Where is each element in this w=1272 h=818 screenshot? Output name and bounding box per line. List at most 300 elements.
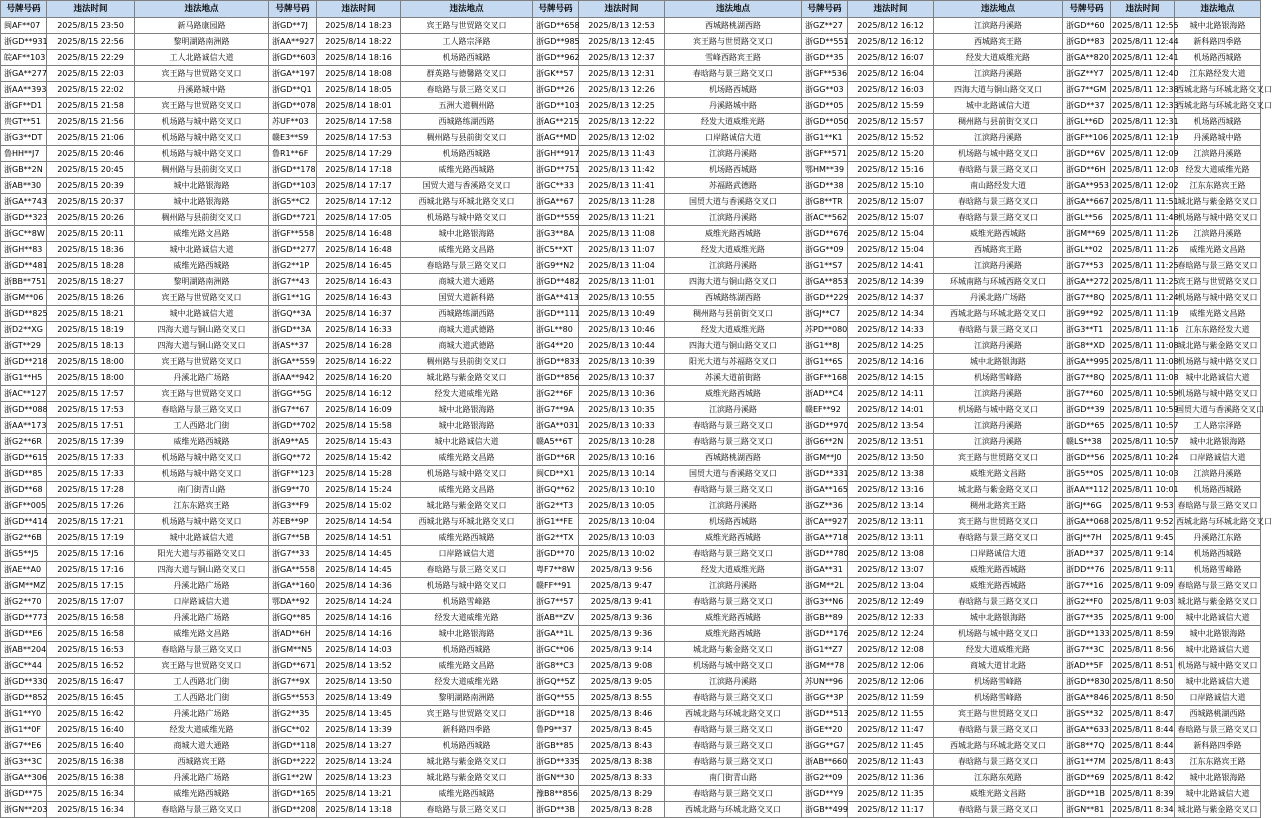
plate-number-cell: 浙GA**718 (802, 530, 848, 546)
violation-time-cell: 2025/8/13 9:08 (579, 658, 665, 674)
violation-time-cell: 2025/8/12 11:43 (848, 754, 934, 770)
plate-number-cell: 浙G5**0S (1063, 466, 1111, 482)
plate-number-cell: 浙BB**751 (1, 274, 47, 290)
violation-location-cell: 江滨路丹溪路 (665, 498, 802, 514)
table-row (1, 450, 1261, 466)
table-row (1, 130, 1261, 146)
column-header-plate-number: 号牌号码 (802, 1, 848, 18)
violation-location-cell: 四海大道与铜山路交叉口 (934, 82, 1063, 98)
violation-time-cell: 2025/8/15 17:28 (47, 482, 135, 498)
violation-time-cell: 2025/8/15 16:52 (47, 658, 135, 674)
plate-number-cell: 浙AG**MD (533, 130, 579, 146)
violation-location-cell: 机场路与城中路交叉口 (1175, 290, 1261, 306)
table-row (1, 546, 1261, 562)
violation-time-cell: 2025/8/13 9:36 (579, 626, 665, 642)
violation-location-cell: 机场路与城中路交叉口 (1175, 354, 1261, 370)
plate-number-cell: 浙GD**26 (533, 82, 579, 98)
violation-location-cell: 江滨路丹溪路 (665, 402, 802, 418)
violation-time-cell: 2025/8/15 20:37 (47, 194, 135, 210)
column-header-violation-location: 违法地点 (665, 1, 802, 18)
violation-time-cell: 2025/8/14 17:17 (317, 178, 401, 194)
violation-time-cell: 2025/8/11 9:52 (1111, 514, 1175, 530)
violation-location-cell: 宾王路与世贸路交叉口 (1175, 274, 1261, 290)
plate-number-cell: 浙GN**81 (1063, 802, 1111, 818)
violation-time-cell: 2025/8/11 8:34 (1111, 802, 1175, 818)
violation-location-cell: 威维光路西城路 (401, 162, 533, 178)
table-row (1, 626, 1261, 642)
violation-time-cell: 2025/8/11 11:16 (1111, 322, 1175, 338)
violation-location-cell: 宾王路与世贸路交叉口 (401, 18, 533, 34)
plate-number-cell: 浙G7**8Q (1063, 290, 1111, 306)
violation-location-cell: 西城路宾王路 (934, 34, 1063, 50)
violation-time-cell: 2025/8/15 17:21 (47, 514, 135, 530)
plate-number-cell: 浙GD**414 (1, 514, 47, 530)
plate-number-cell: 浙GJ**7H (1063, 530, 1111, 546)
violation-time-cell: 2025/8/14 15:43 (317, 434, 401, 450)
violation-location-cell: 江滨路丹溪路 (934, 338, 1063, 354)
violation-time-cell: 2025/8/14 13:23 (317, 770, 401, 786)
violation-time-cell: 2025/8/15 16:34 (47, 802, 135, 818)
plate-number-cell: 浙G3**DT (1, 130, 47, 146)
violation-time-cell: 2025/8/13 11:43 (579, 146, 665, 162)
plate-number-cell: 浙G2**TX (533, 530, 579, 546)
violation-location-cell: 群英路与德馨路交叉口 (401, 66, 533, 82)
violation-time-cell: 2025/8/15 18:19 (47, 322, 135, 338)
plate-number-cell: 浙GA**853 (802, 274, 848, 290)
plate-number-cell: 赣EF**92 (802, 402, 848, 418)
violation-location-cell: 四海大道与铜山路交叉口 (135, 338, 269, 354)
table-row (1, 466, 1261, 482)
violation-time-cell: 2025/8/12 14:11 (848, 386, 934, 402)
plate-number-cell: 浙GQ**55 (533, 690, 579, 706)
violation-time-cell: 2025/8/13 10:33 (579, 418, 665, 434)
violation-time-cell: 2025/8/15 17:07 (47, 594, 135, 610)
violation-time-cell: 2025/8/14 15:42 (317, 450, 401, 466)
plate-number-cell: 浙GD**Y9 (802, 786, 848, 802)
violation-time-cell: 2025/8/12 11:55 (848, 706, 934, 722)
plate-number-cell: 浙GQ**3A (269, 306, 317, 322)
violation-location-cell: 江滨路丹溪路 (665, 210, 802, 226)
violation-time-cell: 2025/8/13 10:49 (579, 306, 665, 322)
violation-location-cell: 宾王路与世贸路交叉口 (934, 514, 1063, 530)
plate-number-cell: 苏EB**9P (269, 514, 317, 530)
violation-location-cell: 黎明湖路南洲路 (401, 690, 533, 706)
table-row (1, 514, 1261, 530)
violation-location-cell: 机场路西城路 (665, 162, 802, 178)
violation-time-cell: 2025/8/13 10:35 (579, 402, 665, 418)
violation-time-cell: 2025/8/13 10:14 (579, 466, 665, 482)
plate-number-cell: 浙G1**8J (802, 338, 848, 354)
violation-time-cell: 2025/8/11 11:19 (1111, 306, 1175, 322)
violation-location-cell: 城北路与紫金路交叉口 (1175, 802, 1261, 818)
plate-number-cell: 浙GD**970 (802, 418, 848, 434)
table-row (1, 50, 1261, 66)
plate-number-cell: 赣A5**6T (533, 434, 579, 450)
violation-location-cell: 城中北路银海路 (1175, 770, 1261, 786)
violation-location-cell: 江东路经发大道 (1175, 66, 1261, 82)
violation-time-cell: 2025/8/11 12:40 (1111, 66, 1175, 82)
violation-time-cell: 2025/8/13 11:07 (579, 242, 665, 258)
table-row (1, 18, 1261, 34)
plate-number-cell: 浙GH**83 (1, 242, 47, 258)
plate-number-cell: 豫B8**856 (533, 786, 579, 802)
plate-number-cell: 浙G7**33 (269, 546, 317, 562)
violation-location-cell: 西城北路与环城北路交叉口 (1175, 98, 1261, 114)
column-header-plate-number: 号牌号码 (533, 1, 579, 18)
plate-number-cell: 浙GF**571 (802, 146, 848, 162)
violation-location-cell: 城中北路银海路 (401, 226, 533, 242)
plate-number-cell: 皖AF**103 (1, 50, 47, 66)
violation-location-cell: 城中北路银海路 (1175, 434, 1261, 450)
plate-number-cell: 浙GD**088 (1, 402, 47, 418)
violation-time-cell: 2025/8/12 13:07 (848, 562, 934, 578)
violation-location-cell: 威维光路西城路 (135, 434, 269, 450)
violation-time-cell: 2025/8/12 14:33 (848, 322, 934, 338)
violation-location-cell: 工人北路诚信大道 (135, 50, 269, 66)
plate-number-cell: 浙GD**35 (802, 50, 848, 66)
table-row (1, 674, 1261, 690)
violation-time-cell: 2025/8/14 13:50 (317, 674, 401, 690)
plate-number-cell: 浙GD**60 (1063, 18, 1111, 34)
violation-time-cell: 2025/8/11 11:51 (1111, 194, 1175, 210)
plate-number-cell: 浙GD**208 (269, 802, 317, 818)
violation-location-cell: 城中北路诚信大道 (1175, 610, 1261, 626)
violation-time-cell: 2025/8/14 17:12 (317, 194, 401, 210)
violation-time-cell: 2025/8/14 16:48 (317, 242, 401, 258)
plate-number-cell: 浙GL**6D (1063, 114, 1111, 130)
plate-number-cell: 浙GA**413 (533, 290, 579, 306)
plate-number-cell: 浙GB**85 (533, 738, 579, 754)
violation-time-cell: 2025/8/14 14:36 (317, 578, 401, 594)
violation-location-cell: 机场路与城中路交叉口 (934, 146, 1063, 162)
plate-number-cell: 浙GD**6H (1063, 162, 1111, 178)
violation-location-cell: 丹溪北路广场路 (135, 706, 269, 722)
column-header-violation-time: 违法时间 (47, 1, 135, 18)
plate-number-cell: 浙GD**985 (533, 34, 579, 50)
column-header-violation-location: 违法地点 (1175, 1, 1261, 18)
violation-time-cell: 2025/8/12 14:01 (848, 402, 934, 418)
plate-number-cell: 浙GD**830 (1063, 674, 1111, 690)
plate-number-cell: 浙GA**995 (1063, 354, 1111, 370)
violation-time-cell: 2025/8/12 14:37 (848, 290, 934, 306)
plate-number-cell: 浙GA**558 (269, 562, 317, 578)
violation-location-cell: 南山路经发大道 (934, 178, 1063, 194)
violation-location-cell: 经发大道威维光路 (934, 642, 1063, 658)
plate-number-cell: 浙G7**GM (1063, 82, 1111, 98)
violation-location-cell: 城中北路诚信大道 (934, 98, 1063, 114)
plate-number-cell: 浙GZ**36 (802, 498, 848, 514)
violation-location-cell: 商城大道大通路 (135, 738, 269, 754)
table-row (1, 322, 1261, 338)
violation-time-cell: 2025/8/11 9:53 (1111, 498, 1175, 514)
plate-number-cell: 浙G1**K1 (802, 130, 848, 146)
violation-time-cell: 2025/8/13 10:46 (579, 322, 665, 338)
violation-time-cell: 2025/8/15 17:33 (47, 466, 135, 482)
violation-time-cell: 2025/8/15 17:16 (47, 546, 135, 562)
violation-location-cell: 春晗路与景三路交叉口 (1175, 722, 1261, 738)
plate-number-cell: 浙GD**603 (269, 50, 317, 66)
violation-location-cell: 西城路练湖西路 (401, 306, 533, 322)
table-row (1, 498, 1261, 514)
violation-location-cell: 春晗路与景三路交叉口 (401, 802, 533, 818)
violation-location-cell: 春晗路与景三路交叉口 (665, 546, 802, 562)
plate-number-cell: 苏UF**03 (269, 114, 317, 130)
plate-number-cell: 浙G9**70 (269, 482, 317, 498)
violation-time-cell: 2025/8/15 22:03 (47, 66, 135, 82)
plate-number-cell: 浙G6**2N (802, 434, 848, 450)
violation-location-cell: 江滨路丹溪路 (934, 18, 1063, 34)
violation-time-cell: 2025/8/15 18:00 (47, 370, 135, 386)
plate-number-cell: 浙GD**330 (1, 674, 47, 690)
plate-number-cell: 浙GD**671 (269, 658, 317, 674)
plate-number-cell: 浙GC**06 (533, 642, 579, 658)
plate-number-cell: 浙AD**C4 (802, 386, 848, 402)
violation-time-cell: 2025/8/12 14:41 (848, 258, 934, 274)
violation-location-cell: 工人路宗泽路 (401, 34, 533, 50)
plate-number-cell: 浙G1**6S (802, 354, 848, 370)
violation-location-cell: 江滨路丹溪路 (1175, 466, 1261, 482)
plate-number-cell: 浙GD**68 (1, 482, 47, 498)
violation-time-cell: 2025/8/12 12:08 (848, 642, 934, 658)
violation-time-cell: 2025/8/14 18:22 (317, 34, 401, 50)
violation-location-cell: 丹溪北路广场路 (135, 578, 269, 594)
violation-location-cell: 江滨路丹溪路 (665, 674, 802, 690)
violation-location-cell: 城北路与紫金路交叉口 (401, 498, 533, 514)
violation-location-cell: 西城路桃湖西路 (665, 18, 802, 34)
plate-number-cell: 浙GD**658 (533, 18, 579, 34)
violation-time-cell: 2025/8/13 12:25 (579, 98, 665, 114)
violation-time-cell: 2025/8/13 9:47 (579, 578, 665, 594)
violation-time-cell: 2025/8/13 8:45 (579, 722, 665, 738)
plate-number-cell: 浙G4**20 (533, 338, 579, 354)
violation-location-cell: 春晗路与景三路交叉口 (934, 594, 1063, 610)
table-row (1, 594, 1261, 610)
violation-time-cell: 2025/8/11 11:25 (1111, 274, 1175, 290)
violation-location-cell: 机场路与城中路交叉口 (1175, 658, 1261, 674)
plate-number-cell: 浙GF**005 (1, 498, 47, 514)
violation-location-cell: 宾王路与世贸路交叉口 (135, 658, 269, 674)
table-row (1, 786, 1261, 802)
table-row (1, 802, 1261, 818)
violation-time-cell: 2025/8/13 10:04 (579, 514, 665, 530)
plate-number-cell: 浙GN**30 (533, 770, 579, 786)
plate-number-cell: 浙GB**499 (802, 802, 848, 818)
violation-location-cell: 经发大道威维光路 (665, 562, 802, 578)
violation-location-cell: 城北路与紫金路交叉口 (665, 642, 802, 658)
violation-time-cell: 2025/8/14 16:28 (317, 338, 401, 354)
header-row (1, 1, 1261, 18)
plate-number-cell: 浙GF**123 (269, 466, 317, 482)
plate-number-cell: 浙G7**E6 (1, 738, 47, 754)
violation-location-cell: 国贸大道与香溪路交叉口 (401, 178, 533, 194)
violation-location-cell: 丹溪路城中路 (135, 82, 269, 98)
plate-number-cell: 浙GM**N5 (269, 642, 317, 658)
violation-location-cell: 春晗路与景三路交叉口 (665, 434, 802, 450)
violation-location-cell: 西城北路与环城北路交叉口 (401, 514, 533, 530)
violation-location-cell: 口岸路诚信大道 (1175, 690, 1261, 706)
violation-location-cell: 城中北路银海路 (135, 194, 269, 210)
plate-number-cell: 浙GA**559 (269, 354, 317, 370)
violation-time-cell: 2025/8/12 12:06 (848, 658, 934, 674)
plate-number-cell: 浙GA**667 (1063, 194, 1111, 210)
plate-number-cell: 浙GD**551 (802, 34, 848, 50)
violation-location-cell: 经发大道威维光路 (135, 722, 269, 738)
table-row (1, 114, 1261, 130)
violation-location-cell: 威维光路西城路 (665, 386, 802, 402)
plate-number-cell: 浙GM**78 (802, 658, 848, 674)
violation-location-cell: 宾王路与世贸路交叉口 (135, 290, 269, 306)
violation-time-cell: 2025/8/12 16:12 (848, 34, 934, 50)
violation-time-cell: 2025/8/12 12:33 (848, 610, 934, 626)
plate-number-cell: 浙GD**780 (802, 546, 848, 562)
violation-location-cell: 宾王路与世贸路交叉口 (665, 34, 802, 50)
plate-number-cell: 浙GS**32 (1063, 706, 1111, 722)
plate-number-cell: 浙GQ**72 (269, 450, 317, 466)
column-header-violation-location: 违法地点 (401, 1, 533, 18)
plate-number-cell: 浙GD**1B (1063, 786, 1111, 802)
violation-time-cell: 2025/8/11 12:19 (1111, 130, 1175, 146)
violation-time-cell: 2025/8/13 9:36 (579, 610, 665, 626)
violation-location-cell: 宾王路与世贸路交叉口 (135, 66, 269, 82)
violation-time-cell: 2025/8/14 16:45 (317, 258, 401, 274)
violation-time-cell: 2025/8/15 16:38 (47, 770, 135, 786)
violation-time-cell: 2025/8/12 16:07 (848, 50, 934, 66)
plate-number-cell: 浙GQ**85 (269, 610, 317, 626)
violation-time-cell: 2025/8/11 11:08 (1111, 354, 1175, 370)
table-row (1, 210, 1261, 226)
violation-location-cell: 西城北路与环城北路交叉口 (1175, 82, 1261, 98)
plate-number-cell: 浙G7**5B (269, 530, 317, 546)
violation-location-cell: 春晗路与景三路交叉口 (934, 210, 1063, 226)
violation-location-cell: 西城北路与环城北路交叉口 (665, 706, 802, 722)
plate-number-cell: 浙GA**31 (802, 562, 848, 578)
violation-time-cell: 2025/8/13 9:05 (579, 674, 665, 690)
violation-time-cell: 2025/8/12 13:38 (848, 466, 934, 482)
violation-location-cell: 城中北路银海路 (135, 178, 269, 194)
violation-time-cell: 2025/8/13 8:28 (579, 802, 665, 818)
violation-location-cell: 机场路西城路 (1175, 50, 1261, 66)
violation-time-cell: 2025/8/11 8:59 (1111, 626, 1175, 642)
plate-number-cell: 浙GD**852 (1, 690, 47, 706)
violation-location-cell: 城北路与紫金路交叉口 (1175, 594, 1261, 610)
violation-location-cell: 黎明湖路南洲路 (135, 274, 269, 290)
column-header-violation-time: 违法时间 (579, 1, 665, 18)
violation-time-cell: 2025/8/15 16:45 (47, 690, 135, 706)
violation-location-cell: 江东路东苑路 (934, 770, 1063, 786)
plate-number-cell: 浙GJ**C7 (802, 306, 848, 322)
plate-number-cell: 浙GD**482 (533, 274, 579, 290)
plate-number-cell: 浙GD**E6 (1, 626, 47, 642)
table-row (1, 162, 1261, 178)
plate-number-cell: 浙GD**69 (1063, 770, 1111, 786)
violation-time-cell: 2025/8/14 18:23 (317, 18, 401, 34)
plate-number-cell: 浙G7**53 (1063, 258, 1111, 274)
plate-number-cell: 浙GD**335 (533, 754, 579, 770)
violation-location-cell: 城中北路诚信大道 (135, 530, 269, 546)
column-header-violation-time: 违法时间 (317, 1, 401, 18)
plate-number-cell: 浙GQ**62 (533, 482, 579, 498)
violation-time-cell: 2025/8/11 8:39 (1111, 786, 1175, 802)
plate-number-cell: 浙GB**89 (802, 610, 848, 626)
violation-time-cell: 2025/8/12 14:15 (848, 370, 934, 386)
plate-number-cell: 鲁R1**6F (269, 146, 317, 162)
violation-time-cell: 2025/8/14 14:45 (317, 546, 401, 562)
violation-time-cell: 2025/8/13 10:10 (579, 482, 665, 498)
plate-number-cell: 浙G8**XD (1063, 338, 1111, 354)
plate-number-cell: 浙GG**3P (802, 690, 848, 706)
violation-location-cell: 城中北路诚信大道 (135, 242, 269, 258)
violation-time-cell: 2025/8/14 13:18 (317, 802, 401, 818)
violation-location-cell: 机场路与城中路交叉口 (401, 578, 533, 594)
table-row (1, 754, 1261, 770)
violation-time-cell: 2025/8/12 13:11 (848, 514, 934, 530)
violation-time-cell: 2025/8/14 14:16 (317, 610, 401, 626)
violation-time-cell: 2025/8/13 12:45 (579, 34, 665, 50)
violation-location-cell: 威维光路文昌路 (1175, 242, 1261, 258)
violation-location-cell: 机场路西城路 (401, 642, 533, 658)
violation-location-cell: 新科路四季路 (401, 722, 533, 738)
plate-number-cell: 浙GD**165 (269, 786, 317, 802)
violation-time-cell: 2025/8/11 8:44 (1111, 738, 1175, 754)
violation-time-cell: 2025/8/14 17:53 (317, 130, 401, 146)
violation-location-cell: 黎明湖路南洲路 (135, 34, 269, 50)
violation-time-cell: 2025/8/15 20:11 (47, 226, 135, 242)
violation-time-cell: 2025/8/11 11:25 (1111, 258, 1175, 274)
plate-number-cell: 浙GA**846 (1063, 690, 1111, 706)
violation-location-cell: 城北路与紫金路交叉口 (1175, 194, 1261, 210)
plate-number-cell: 浙GD**931 (1, 34, 47, 50)
violation-time-cell: 2025/8/12 13:11 (848, 530, 934, 546)
violation-time-cell: 2025/8/11 10:57 (1111, 434, 1175, 450)
violation-time-cell: 2025/8/15 16:38 (47, 754, 135, 770)
violation-time-cell: 2025/8/14 16:33 (317, 322, 401, 338)
violation-location-cell: 宾王路与世贸路交叉口 (135, 98, 269, 114)
violation-location-cell: 商城大道大通路 (401, 274, 533, 290)
violation-time-cell: 2025/8/14 15:28 (317, 466, 401, 482)
plate-number-cell: 浙G8**C3 (533, 658, 579, 674)
violation-time-cell: 2025/8/11 8:47 (1111, 706, 1175, 722)
violation-location-cell: 口岸路诚信大道 (401, 546, 533, 562)
violation-time-cell: 2025/8/13 11:41 (579, 178, 665, 194)
violation-location-cell: 机场路雪峰路 (401, 594, 533, 610)
violation-location-cell: 春晗路与景三路交叉口 (401, 258, 533, 274)
violation-location-cell: 经发大道威维光路 (665, 242, 802, 258)
plate-number-cell: 鄂DA**92 (269, 594, 317, 610)
violation-time-cell: 2025/8/15 17:57 (47, 386, 135, 402)
violation-location-cell: 西城路桃湖西路 (1175, 706, 1261, 722)
violation-time-cell: 2025/8/11 12:31 (1111, 114, 1175, 130)
violation-time-cell: 2025/8/11 9:45 (1111, 530, 1175, 546)
violation-location-cell: 威维光路西城路 (135, 258, 269, 274)
plate-number-cell: 浙G3**F9 (269, 498, 317, 514)
violation-location-cell: 江滨路丹溪路 (665, 146, 802, 162)
violation-time-cell: 2025/8/11 9:03 (1111, 594, 1175, 610)
plate-number-cell: 浙AB**660 (802, 754, 848, 770)
violation-location-cell: 宾王路与世贸路交叉口 (135, 354, 269, 370)
violation-location-cell: 经发大道威维光路 (934, 50, 1063, 66)
violation-location-cell: 丹溪北路广场路 (135, 370, 269, 386)
violation-time-cell: 2025/8/15 21:06 (47, 130, 135, 146)
violation-time-cell: 2025/8/15 17:26 (47, 498, 135, 514)
plate-number-cell: 浙GD**481 (1, 258, 47, 274)
violation-location-cell: 国贸大道与香溪路交叉口 (665, 466, 802, 482)
plate-number-cell: 浙GD**277 (269, 242, 317, 258)
violation-location-cell: 机场路与城中路交叉口 (401, 210, 533, 226)
plate-number-cell: 浙GG**5G (269, 386, 317, 402)
column-header-violation-location: 违法地点 (135, 1, 269, 18)
plate-number-cell: 浙AA**112 (1063, 482, 1111, 498)
violation-location-cell: 宾王路与世贸路交叉口 (934, 450, 1063, 466)
